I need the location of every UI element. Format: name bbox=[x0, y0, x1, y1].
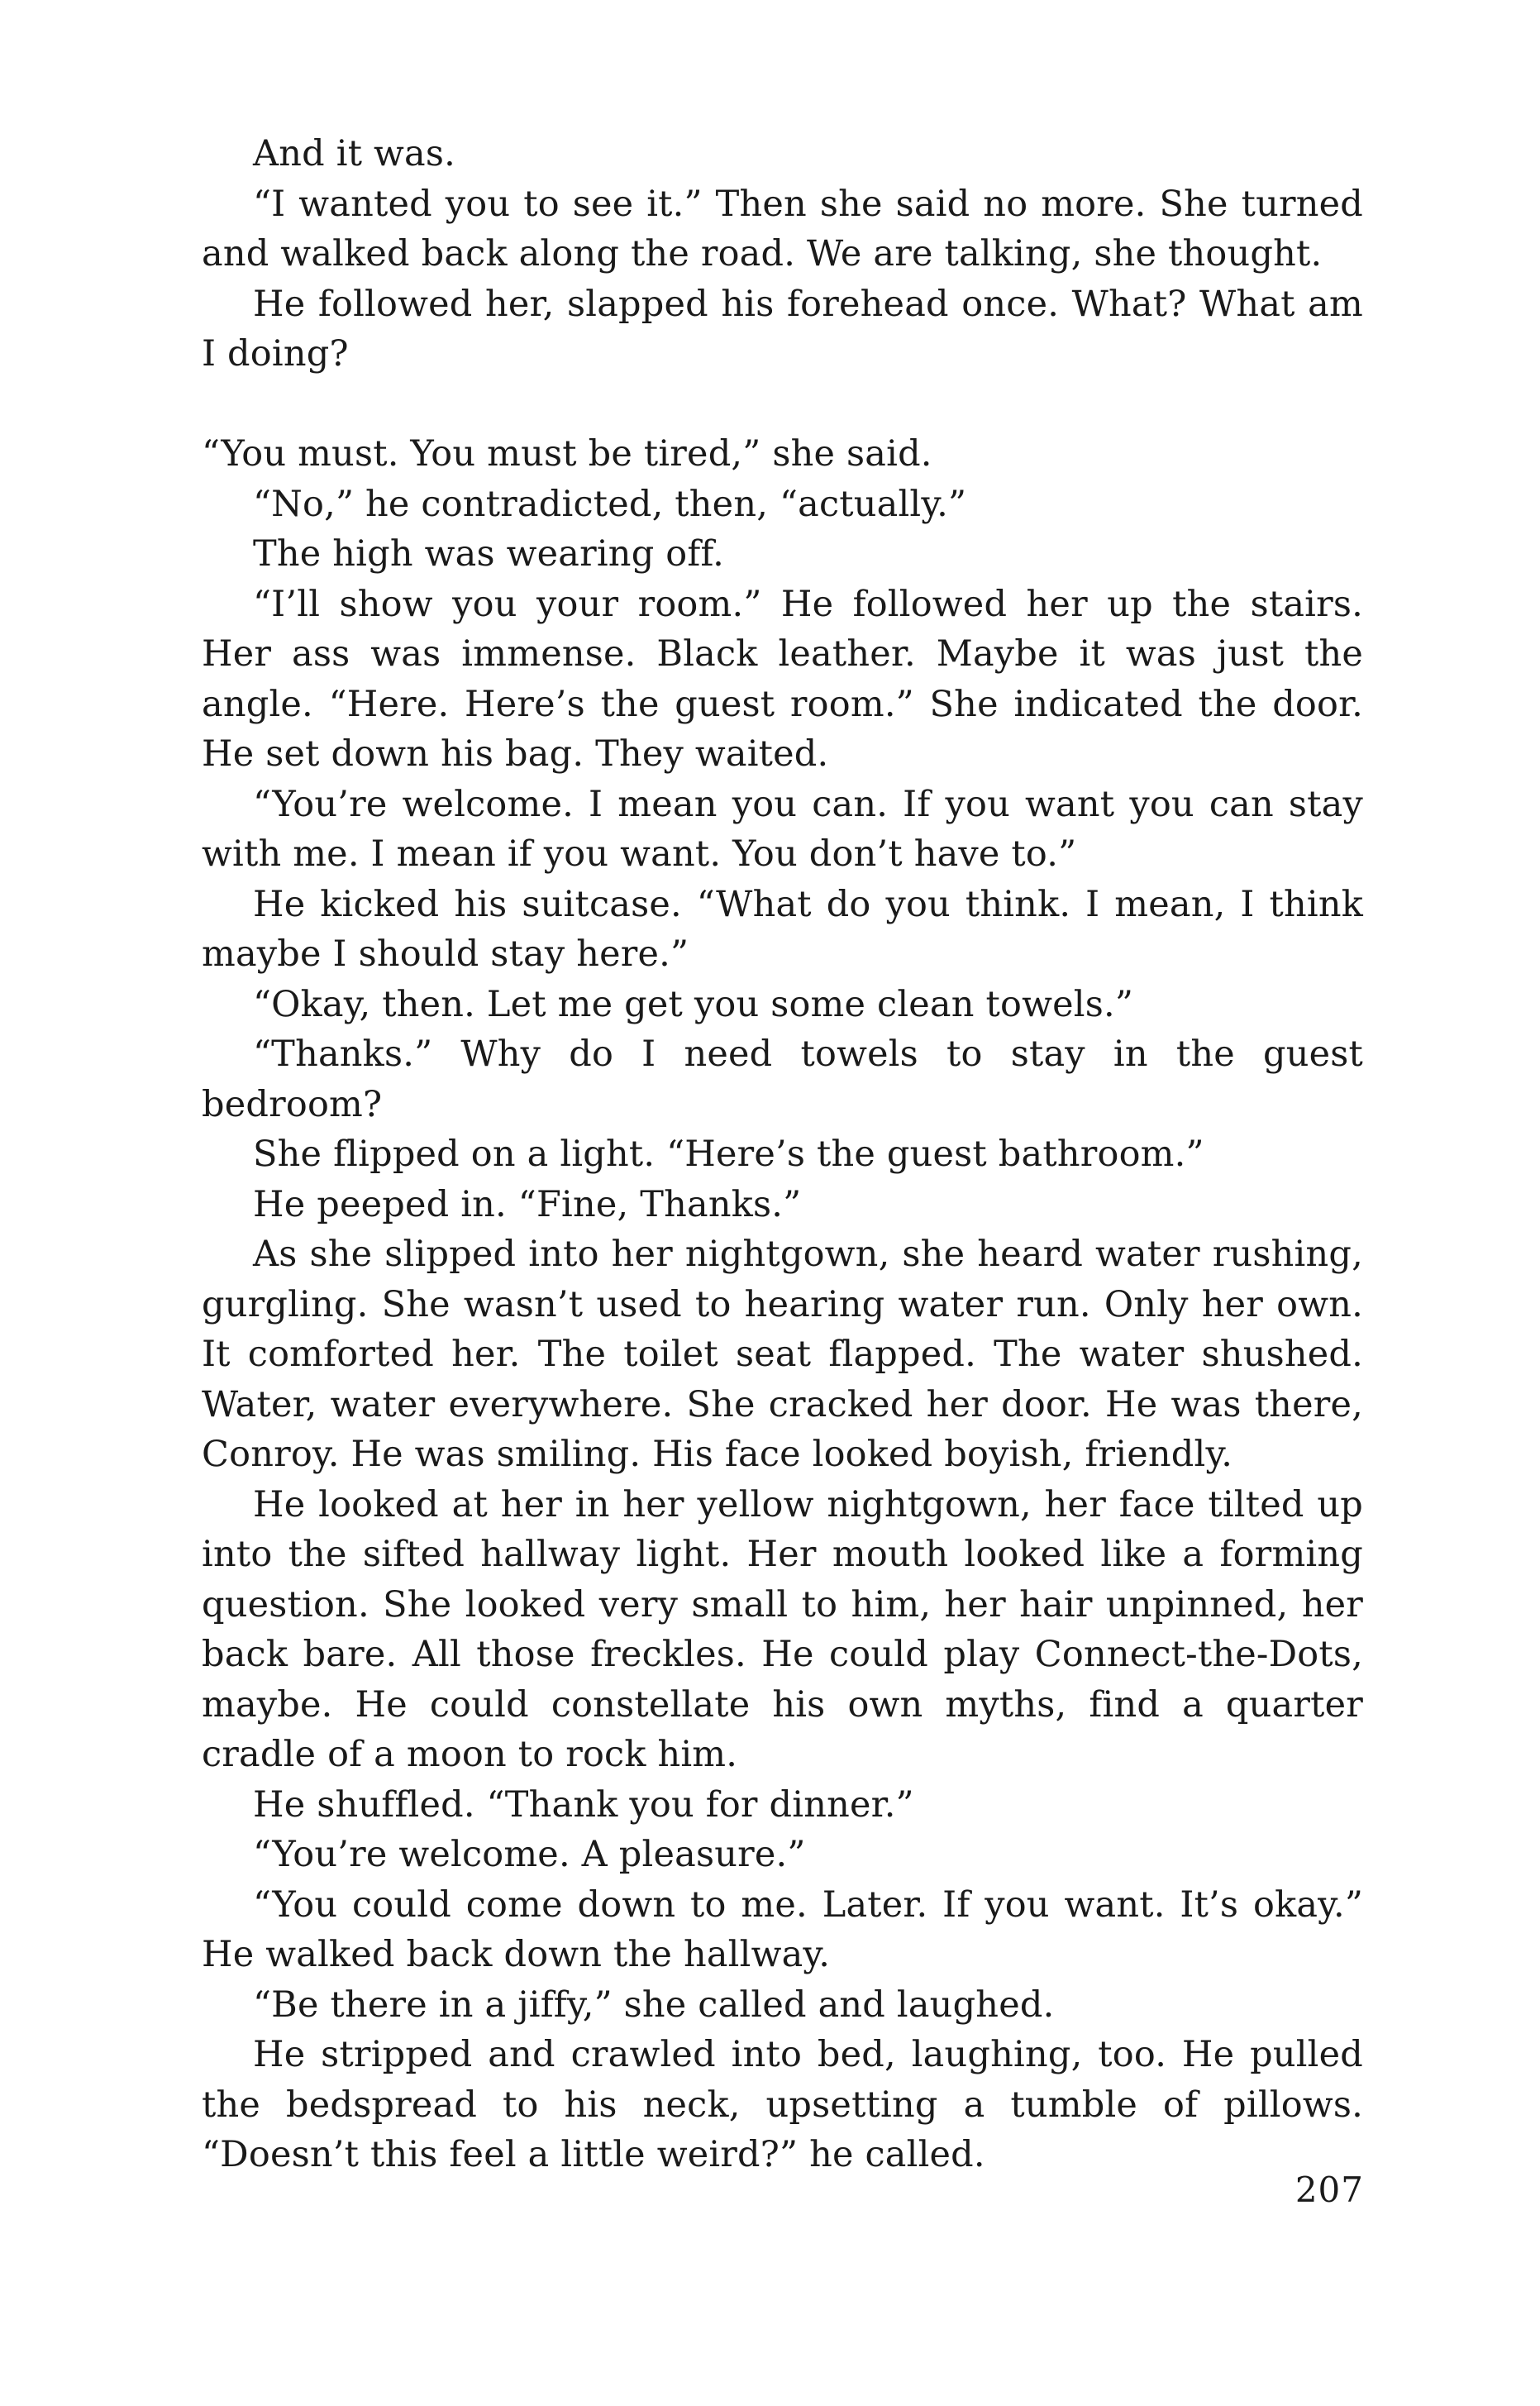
paragraph: “Okay, then. Let me get you some clean towels.” bbox=[253, 983, 1134, 1025]
paragraph: He followed her, slapped his forehead once. What? What am I doing? bbox=[202, 283, 1363, 375]
text-section-1 bbox=[202, 129, 1363, 380]
paragraph: “You’re welcome. A pleasure.” bbox=[253, 1834, 806, 1875]
paragraph: He shuffled. “Thank you for dinner.” bbox=[253, 1783, 914, 1826]
paragraph: And it was. bbox=[253, 133, 456, 174]
text-section-2 bbox=[202, 429, 1363, 2180]
paragraph: “No,” he contradicted, then, “actually.” bbox=[253, 483, 967, 525]
paragraph: He looked at her in her yellow nightgown, her face tilted up into the sifted hallway light. Her mouth looked like a forming question. She looked very small to him, her hair unpinned, her back bare. All those freckles. He could play Connect-the-Dots, maybe. He could constellate his own myths, find a quarter cradle of a moon to rock him. bbox=[202, 1483, 1363, 1775]
page-number: 207 bbox=[1294, 2170, 1364, 2210]
paragraph: “Thanks.” Why do I need towels to stay in the guest bedroom? bbox=[202, 1034, 1363, 1125]
paragraph: As she slipped into her nightgown, she heard water rushing, gurgling. She wasn’t used to hearing water run. Only her own. It comforted her. The toilet seat flapped. The water shushed. Water, water everywhere. She cracked her door. He was there, Conroy. He was smiling. His face looked boyish, friendly. bbox=[202, 1234, 1363, 1475]
paragraph: He kicked his suitcase. “What do you think. I mean, I think maybe I should stay here.” bbox=[202, 883, 1363, 975]
paragraph: The high was wearing off. bbox=[253, 533, 724, 575]
paragraph: “Be there in a jiffy,” she called and laughed. bbox=[253, 1984, 1055, 2026]
paragraph: She flipped on a light. “Here’s the guest bathroom.” bbox=[253, 1134, 1204, 1175]
paragraph: “You’re welcome. I mean you can. If you want you can stay with me. I mean if you want. You don’t have to.” bbox=[202, 783, 1363, 875]
section-opening-paragraph: “You must. You must be tired,” she said. bbox=[202, 433, 932, 475]
paragraph: He stripped and crawled into bed, laughing, too. He pulled the bedspread to his neck, upsetting a tumble of pillows. “Doesn’t this feel a little weird?” he called. bbox=[202, 2034, 1363, 2175]
paragraph: “You could come down to me. Later. If you want. It’s okay.” He walked back down the hallway. bbox=[202, 1883, 1363, 1975]
paragraph: “I wanted you to see it.” Then she said no more. She turned and walked back along the road. We are talking, she thought. bbox=[202, 183, 1363, 274]
paragraph: He peeped in. “Fine, Thanks.” bbox=[253, 1183, 802, 1225]
paragraph: “I’ll show you your room.” He followed her up the stairs. Her ass was immense. Black leather. Maybe it was just the angle. “Here. Here’s the guest room.” She indicated the door. He set down his bag. They waited. bbox=[202, 583, 1363, 775]
